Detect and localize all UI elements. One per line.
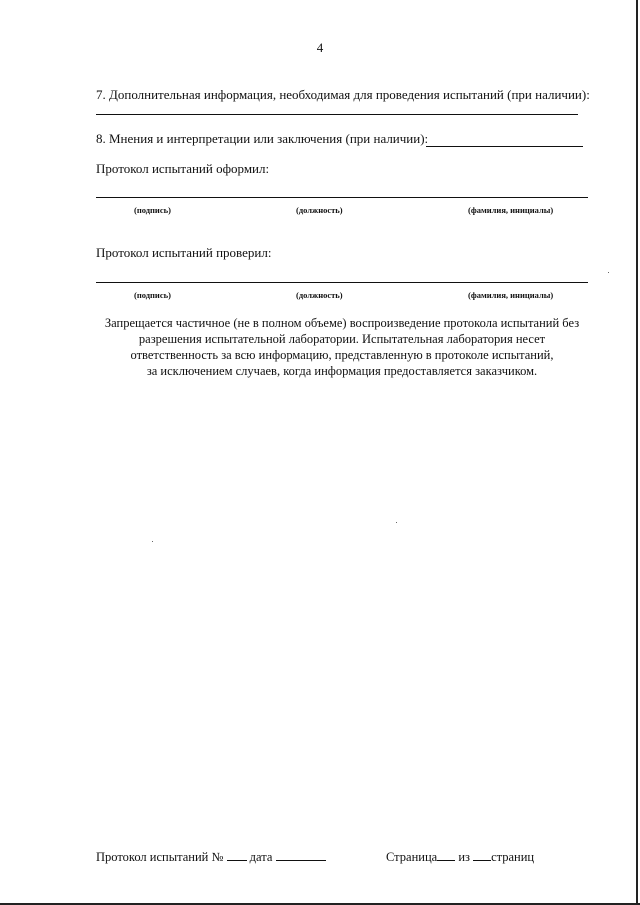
footer-pagination bbox=[386, 850, 534, 865]
footer-date-blank bbox=[276, 860, 326, 861]
checked-signature-line bbox=[96, 282, 588, 283]
checked-caption-name: (фамилия, инициалы) bbox=[468, 290, 554, 300]
reproduction-notice bbox=[92, 315, 592, 379]
item-8-text: 8. Мнения и интерпретации или заключения (при наличии): bbox=[96, 131, 429, 146]
footer-total-blank bbox=[473, 860, 491, 861]
scan-speck bbox=[608, 272, 609, 273]
prepared-caption-name: (фамилия, инициалы) bbox=[468, 205, 554, 215]
footer-date-label: дата bbox=[249, 850, 273, 864]
prepared-signature-line bbox=[96, 197, 588, 198]
footer-pages-label: страниц bbox=[491, 850, 535, 864]
scan-speck bbox=[152, 541, 153, 542]
page-edge-right bbox=[636, 0, 638, 905]
footer-protocol-label: Протокол испытаний № bbox=[96, 850, 224, 864]
item-7-fill-line bbox=[96, 114, 578, 115]
footer-page-blank bbox=[437, 860, 455, 861]
prepared-caption-signature: (подпись) bbox=[134, 205, 171, 215]
notice-line: за исключением случаев, когда информация предоставляется заказчиком. bbox=[146, 364, 538, 378]
footer-of-label: из bbox=[458, 850, 470, 864]
notice-line: Запрещается частичное (не в полном объеме) воспроизведение протокола испытаний без bbox=[104, 316, 580, 330]
page-number: 4 bbox=[316, 40, 324, 55]
item-7-text: 7. Дополнительная информация, необходимая для проведения испытаний (при наличии): bbox=[96, 87, 590, 102]
prepared-caption-position: (должность) bbox=[296, 205, 343, 215]
footer-protocol bbox=[96, 850, 326, 865]
checked-title: Протокол испытаний проверил: bbox=[96, 245, 272, 260]
notice-line: ответственность за всю информацию, представленную в протоколе испытаний, bbox=[130, 348, 554, 362]
notice-line: разрешения испытательной лаборатории. Испытательная лаборатория несет bbox=[138, 332, 546, 346]
footer-protocol-number-blank bbox=[227, 860, 247, 861]
checked-caption-signature: (подпись) bbox=[134, 290, 171, 300]
checked-caption-position: (должность) bbox=[296, 290, 343, 300]
footer-page-label: Страница bbox=[386, 850, 438, 864]
scan-speck bbox=[396, 522, 397, 523]
prepared-title: Протокол испытаний оформил: bbox=[96, 161, 270, 176]
item-8-fill-line bbox=[426, 146, 583, 147]
